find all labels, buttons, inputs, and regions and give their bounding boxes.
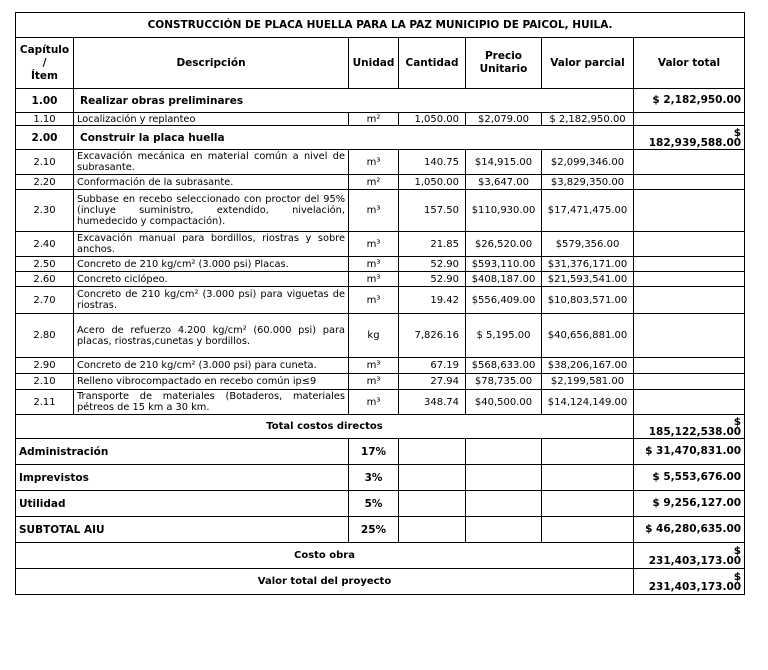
item-partial-value: $38,206,167.00 xyxy=(542,358,634,374)
direct-costs-label: Total costos directos xyxy=(16,415,634,439)
item-description: Localización y replanteo xyxy=(74,113,349,126)
item-unit-price: $110,930.00 xyxy=(466,190,542,232)
section-row xyxy=(16,89,745,113)
item-number: 2.10 xyxy=(16,374,74,390)
item-partial-value: $2,099,346.00 xyxy=(542,150,634,175)
item-partial-value: $31,376,171.00 xyxy=(542,257,634,272)
item-unit: m³ xyxy=(349,257,399,272)
cost-of-work-amount: 231,403,173.00 xyxy=(648,554,742,567)
header-precio-line1: Precio xyxy=(484,50,523,62)
aiu-empty-cell xyxy=(466,439,542,465)
aiu-label: Administración xyxy=(16,439,349,465)
item-description: Conformación de la subrasante. xyxy=(74,175,349,190)
item-row xyxy=(16,287,745,314)
section-total-currency: $ xyxy=(733,126,742,139)
item-total-empty xyxy=(634,287,745,314)
cost-of-work-row xyxy=(16,543,745,569)
item-total-empty xyxy=(634,232,745,257)
item-description: Excavación manual para bordillos, riostras y sobre anchos. xyxy=(74,232,349,257)
item-unit: m³ xyxy=(349,390,399,415)
aiu-empty-cell xyxy=(542,465,634,491)
item-unit: kg xyxy=(349,314,399,358)
item-quantity: 1,050.00 xyxy=(399,175,466,190)
document-title: CONSTRUCCIÓN DE PLACA HUELLA PARA LA PAZ MUNICIPIO DE PAICOL, HUILA. xyxy=(16,13,745,38)
aiu-empty-cell xyxy=(542,517,634,543)
item-number: 2.20 xyxy=(16,175,74,190)
item-partial-value: $2,199,581.00 xyxy=(542,374,634,390)
header-precio-line2: Unitario xyxy=(479,63,528,75)
item-total-empty xyxy=(634,150,745,175)
item-partial-value: $579,356.00 xyxy=(542,232,634,257)
aiu-empty-cell xyxy=(542,439,634,465)
item-unit: m³ xyxy=(349,374,399,390)
header-precio-unitario xyxy=(466,38,542,89)
aiu-empty-cell xyxy=(466,517,542,543)
item-number: 2.50 xyxy=(16,257,74,272)
item-quantity: 27.94 xyxy=(399,374,466,390)
budget-sheet xyxy=(15,12,744,595)
aiu-empty-cell xyxy=(466,465,542,491)
item-unit-price: $408,187.00 xyxy=(466,272,542,287)
item-unit-price: $ 5,195.00 xyxy=(466,314,542,358)
item-unit: m³ xyxy=(349,272,399,287)
aiu-label: Utilidad xyxy=(16,491,349,517)
item-row xyxy=(16,374,745,390)
aiu-row xyxy=(16,517,745,543)
item-description: Acero de refuerzo 4.200 kg/cm² (60.000 psi) para placas, riostras,cunetas y bordillos. xyxy=(74,314,349,358)
aiu-value: $ 46,280,635.00 xyxy=(634,517,745,543)
section-title: Realizar obras preliminares xyxy=(74,89,634,113)
project-total-currency: $ xyxy=(733,570,742,583)
item-row xyxy=(16,390,745,415)
item-total-empty xyxy=(634,272,745,287)
direct-costs-amount: 185,122,538.00 xyxy=(648,425,742,438)
aiu-percentage: 25% xyxy=(349,517,399,543)
item-partial-value: $ 2,182,950.00 xyxy=(542,113,634,126)
aiu-percentage: 3% xyxy=(349,465,399,491)
item-partial-value: $10,803,571.00 xyxy=(542,287,634,314)
budget-table xyxy=(15,12,745,595)
item-unit-price: $78,735.00 xyxy=(466,374,542,390)
item-partial-value: $3,829,350.00 xyxy=(542,175,634,190)
item-row xyxy=(16,175,745,190)
aiu-percentage: 17% xyxy=(349,439,399,465)
item-partial-value: $40,656,881.00 xyxy=(542,314,634,358)
aiu-row xyxy=(16,465,745,491)
aiu-empty-cell xyxy=(466,491,542,517)
item-number: 2.90 xyxy=(16,358,74,374)
item-total-empty xyxy=(634,358,745,374)
aiu-empty-cell xyxy=(399,491,466,517)
item-unit-price: $26,520.00 xyxy=(466,232,542,257)
section-title: Construir la placa huella xyxy=(74,126,634,150)
item-unit-price: $593,110.00 xyxy=(466,257,542,272)
section-item-number: 2.00 xyxy=(16,126,74,150)
item-partial-value: $14,124,149.00 xyxy=(542,390,634,415)
aiu-value: $ 9,256,127.00 xyxy=(634,491,745,517)
aiu-label: SUBTOTAL AIU xyxy=(16,517,349,543)
item-description: Concreto de 210 kg/cm² (3.000 psi) para cuneta. xyxy=(74,358,349,374)
item-total-empty xyxy=(634,314,745,358)
header-item-line3: Ítem xyxy=(31,69,58,82)
item-unit: m³ xyxy=(349,287,399,314)
section-total xyxy=(634,126,745,150)
item-number: 2.60 xyxy=(16,272,74,287)
item-unit: m³ xyxy=(349,232,399,257)
item-total-empty xyxy=(634,190,745,232)
item-unit: m³ xyxy=(349,358,399,374)
item-number: 2.40 xyxy=(16,232,74,257)
header-valor-parcial: Valor parcial xyxy=(542,38,634,89)
item-number: 2.10 xyxy=(16,150,74,175)
item-total-empty xyxy=(634,175,745,190)
aiu-empty-cell xyxy=(399,439,466,465)
item-quantity: 21.85 xyxy=(399,232,466,257)
item-row xyxy=(16,257,745,272)
item-total-empty xyxy=(634,390,745,415)
item-unit-price: $3,647.00 xyxy=(466,175,542,190)
item-row xyxy=(16,272,745,287)
header-item xyxy=(16,38,74,89)
header-item-line2: / xyxy=(42,56,47,69)
aiu-empty-cell xyxy=(399,465,466,491)
aiu-label: Imprevistos xyxy=(16,465,349,491)
item-number: 2.11 xyxy=(16,390,74,415)
aiu-value: $ 5,553,676.00 xyxy=(634,465,745,491)
project-total-label: Valor total del proyecto xyxy=(16,569,634,595)
header-unidad: Unidad xyxy=(349,38,399,89)
item-partial-value: $17,471,475.00 xyxy=(542,190,634,232)
direct-costs-row xyxy=(16,415,745,439)
header-row xyxy=(16,38,745,89)
item-description: Transporte de materiales (Botaderos, materiales pétreos de 15 km a 30 km. xyxy=(74,390,349,415)
project-total-value xyxy=(634,569,745,595)
aiu-row xyxy=(16,491,745,517)
item-unit-price: $14,915.00 xyxy=(466,150,542,175)
item-partial-value: $21,593,541.00 xyxy=(542,272,634,287)
direct-costs-currency: $ xyxy=(733,415,742,428)
aiu-value: $ 31,470,831.00 xyxy=(634,439,745,465)
item-number: 2.70 xyxy=(16,287,74,314)
item-quantity: 52.90 xyxy=(399,257,466,272)
item-quantity: 1,050.00 xyxy=(399,113,466,126)
item-row xyxy=(16,190,745,232)
item-description: Excavación mecánica en material común a nivel de subrasante. xyxy=(74,150,349,175)
item-description: Concreto de 210 kg/cm² (3.000 psi) para viguetas de riostras. xyxy=(74,287,349,314)
item-quantity: 52.90 xyxy=(399,272,466,287)
item-quantity: 348.74 xyxy=(399,390,466,415)
aiu-percentage: 5% xyxy=(349,491,399,517)
project-total-amount: 231,403,173.00 xyxy=(648,580,742,593)
header-item-line1: Capítulo xyxy=(19,43,70,56)
item-unit-price: $40,500.00 xyxy=(466,390,542,415)
item-unit-price: $556,409.00 xyxy=(466,287,542,314)
item-total-empty xyxy=(634,374,745,390)
item-quantity: 140.75 xyxy=(399,150,466,175)
item-row xyxy=(16,358,745,374)
section-total-amount: 182,939,588.00 xyxy=(648,136,742,149)
header-descripcion: Descripción xyxy=(74,38,349,89)
item-quantity: 157.50 xyxy=(399,190,466,232)
title-row xyxy=(16,13,745,38)
item-quantity: 67.19 xyxy=(399,358,466,374)
item-unit: m² xyxy=(349,113,399,126)
item-unit-price: $568,633.00 xyxy=(466,358,542,374)
item-quantity: 19.42 xyxy=(399,287,466,314)
header-cantidad: Cantidad xyxy=(399,38,466,89)
item-description: Concreto ciclópeo. xyxy=(74,272,349,287)
project-total-row xyxy=(16,569,745,595)
item-number: 1.10 xyxy=(16,113,74,126)
aiu-row xyxy=(16,439,745,465)
item-total-empty xyxy=(634,113,745,126)
item-description: Relleno vibrocompactado en recebo común ip≤9 xyxy=(74,374,349,390)
item-unit-price: $2,079.00 xyxy=(466,113,542,126)
aiu-empty-cell xyxy=(399,517,466,543)
item-number: 2.80 xyxy=(16,314,74,358)
cost-of-work-currency: $ xyxy=(733,544,742,557)
aiu-empty-cell xyxy=(542,491,634,517)
section-total: $ 2,182,950.00 xyxy=(634,89,745,113)
direct-costs-value xyxy=(634,415,745,439)
item-unit: m² xyxy=(349,175,399,190)
item-quantity: 7,826.16 xyxy=(399,314,466,358)
item-row xyxy=(16,314,745,358)
item-row xyxy=(16,150,745,175)
section-item-number: 1.00 xyxy=(16,89,74,113)
item-total-empty xyxy=(634,257,745,272)
header-valor-total: Valor total xyxy=(634,38,745,89)
item-unit: m³ xyxy=(349,150,399,175)
item-description: Subbase en recebo seleccionado con proctor del 95% (incluye suministro, extendido, nivelación, humedecido y compactación). xyxy=(74,190,349,232)
item-unit: m³ xyxy=(349,190,399,232)
cost-of-work-value xyxy=(634,543,745,569)
item-row xyxy=(16,113,745,126)
cost-of-work-label: Costo obra xyxy=(16,543,634,569)
item-row xyxy=(16,232,745,257)
item-number: 2.30 xyxy=(16,190,74,232)
section-row xyxy=(16,126,745,150)
item-description: Concreto de 210 kg/cm² (3.000 psi) Placas. xyxy=(74,257,349,272)
